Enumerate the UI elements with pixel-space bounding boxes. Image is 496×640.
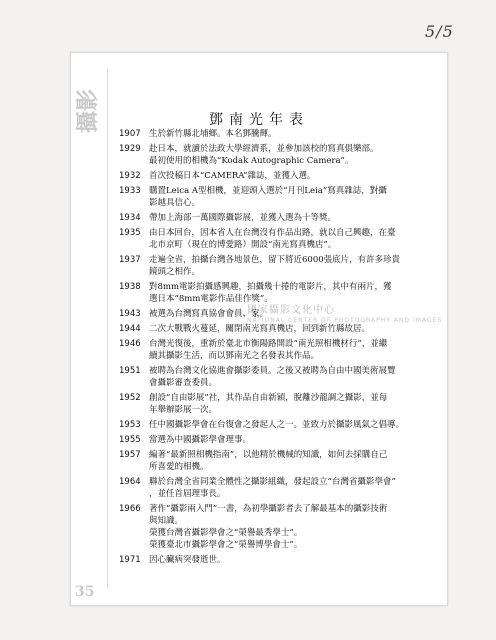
entry-text: 由日本回台，因本省人在台灣沒有作品出路，就以自己興趣，在臺 — [149, 228, 396, 238]
entry-year: 1955 — [119, 435, 141, 445]
entry-text: 續其攝影生活，而以鄧南光之名發表其作品。 — [149, 351, 320, 361]
entry-text: 二次大戰戰火蔓延，關閉南光寫真機店，回到新竹縣故居。 — [149, 324, 371, 334]
entry-text: 創設“自由影展”社，其作品自由新穎，脫離沙龍調之攝影，並每 — [149, 393, 388, 403]
entry-year: 1932 — [119, 171, 141, 181]
margin-line — [107, 69, 108, 589]
entry-text: 當選為中國攝影學會理事。 — [149, 435, 252, 445]
entry-year: 1929 — [119, 144, 141, 154]
chronology-entry — [119, 212, 437, 224]
chronology-list — [119, 128, 437, 569]
entry-year: 1907 — [119, 129, 141, 139]
chronology-entry — [119, 449, 437, 473]
chronology-entry — [119, 323, 437, 335]
chronology-entry — [119, 503, 437, 551]
entry-year: 1946 — [119, 339, 141, 349]
chronology-entry — [119, 476, 437, 500]
entry-text: 榮獲臺北市攝影學會之“榮譽博學會士”。 — [149, 540, 303, 550]
entry-text: 鏡頭之相作。 — [149, 267, 201, 277]
entry-year: 1971 — [119, 555, 141, 565]
chronology-entry — [119, 170, 437, 182]
entry-text: 被選為台灣寫真協會會員、家。 — [149, 309, 269, 319]
chronology-entry — [119, 128, 437, 140]
entry-year: 1951 — [119, 366, 141, 376]
margin-fragment-top: 攝影 — [75, 88, 101, 133]
page-title: 鄧南光年表 — [209, 112, 309, 128]
page-number: 5/5 — [425, 22, 454, 41]
entry-text: 選日本“8mm電影作品佳作獎”。 — [149, 294, 273, 304]
entry-year: 1934 — [119, 213, 141, 223]
chronology-entry — [119, 308, 437, 320]
entry-year: 1935 — [119, 228, 141, 238]
chronology-entry — [119, 419, 437, 431]
entry-year: 1952 — [119, 393, 141, 403]
entry-text: 北市京町（現在的博愛路）開設“南光寫真機店”。 — [149, 240, 337, 250]
chronology-entry — [119, 185, 437, 209]
entry-text: 購置Leica A型相機，並迎頭入選於“月刊Leia”寫真雜誌，對攝 — [149, 186, 387, 196]
chronology-entry — [119, 554, 437, 566]
entry-text: 任中國攝影學會在台復會之發起人之一。並致力於攝影風氣之倡導。 — [149, 420, 405, 430]
entry-text: 因心臟病突發逝世。 — [149, 555, 226, 565]
entry-text: 最初使用的相機為“Kodak Autographic Camera”。 — [149, 156, 354, 166]
entry-text: 帶加上海部一萬國際攝影展，並獲入選為十等獎。 — [149, 213, 337, 223]
entry-year: 1937 — [119, 255, 141, 265]
entry-text: 與知識。 — [149, 516, 184, 526]
chronology-entry — [119, 227, 437, 251]
entry-year: 1944 — [119, 324, 141, 334]
entry-year: 1938 — [119, 282, 141, 292]
chronology-entry — [119, 392, 437, 416]
entry-text: 台灣光復後，重新於臺北市衡陽路開設“南光照相機材行”，並繼 — [149, 339, 388, 349]
watermark-subtext: NATIONAL CENTER OF PHOTOGRAPHY AND IMAGES — [247, 317, 443, 324]
entry-text: 首次投稿日本“CAMERA”雜誌，並獲入選。 — [149, 171, 316, 181]
entry-text: ，並任首屆理事長。 — [149, 489, 226, 499]
chronology-entry — [119, 434, 437, 446]
entry-text: 影越具信心。 — [149, 198, 201, 208]
entry-text: 聯於台灣全省同業全體性之攝影組織，發起設立“台灣省攝影學會” — [149, 477, 396, 487]
entry-text: 會攝影審查委員。 — [149, 378, 218, 388]
entry-text: 走遍全省，拍攝台灣各地景色，留下將近6000張底片，有許多珍貴 — [149, 255, 401, 265]
chronology-entry — [119, 143, 437, 167]
entry-text: 年舉辦影展一次。 — [149, 405, 218, 415]
entry-text: 對8mm電影拍攝感興趣，拍攝幾十捲的電影片，其中有兩片，獲 — [149, 282, 392, 292]
chronology-entry — [119, 365, 437, 389]
entry-year: 1953 — [119, 420, 141, 430]
chronology-entry — [119, 254, 437, 278]
document-sheet — [70, 52, 448, 606]
entry-year: 1933 — [119, 186, 141, 196]
chronology-entry — [119, 338, 437, 362]
entry-text: 被聘為台灣文化協進會攝影委員。之後又被聘為自由中國美術展覽 — [149, 366, 396, 376]
entry-year: 1966 — [119, 504, 141, 514]
entry-text: 榮獲台灣省攝影學會之“榮譽最秀學士”。 — [149, 528, 303, 538]
entry-year: 1964 — [119, 477, 141, 487]
entry-text: 生於新竹縣北埔鄉。本名鄧騰輝。 — [149, 129, 277, 139]
entry-text: 赴日本，就讀於法政大學經濟系，並參加該校的寫真俱樂部。 — [149, 144, 379, 154]
entry-year: 1943 — [119, 309, 141, 319]
margin-fragment-bottom: 35 — [75, 584, 95, 600]
entry-text: 著作“攝影兩入門”一書，為初學攝影者去了解最基本的攝影技術 — [149, 504, 388, 514]
entry-text: 所喜愛的相機。 — [149, 462, 209, 472]
watermark-text: 國家攝影文化中心 — [247, 305, 335, 316]
entry-text: 編著“最新照相機指南”，以他精於機械的知識，如何去採購自己 — [149, 450, 388, 460]
chronology-entry — [119, 281, 437, 305]
entry-year: 1957 — [119, 450, 141, 460]
